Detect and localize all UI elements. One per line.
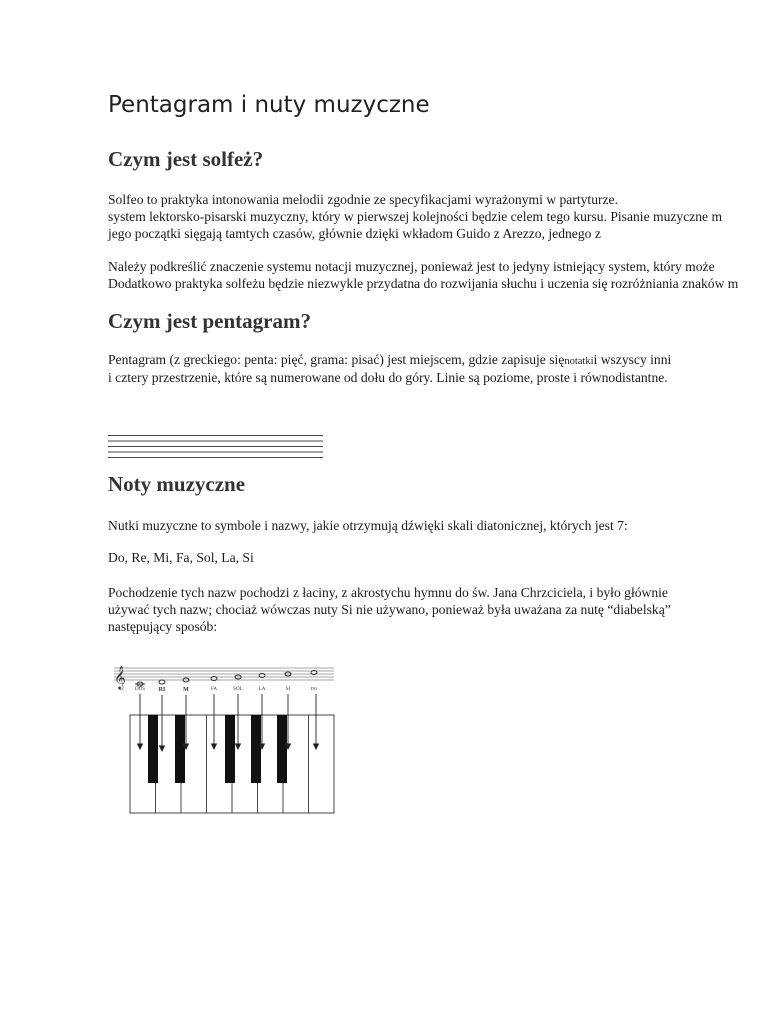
black-key <box>225 715 235 783</box>
note-labels <box>135 686 318 693</box>
note-label: SI <box>285 687 291 692</box>
paragraph-line: Solfeo to praktyka intonowania melodii zgodnie ze specyfikacjami wyrażonymi w partyturze. <box>108 192 618 207</box>
note-label: M <box>183 687 189 693</box>
black-key <box>277 715 287 783</box>
staff-lines-image <box>108 434 324 460</box>
note-label: FA <box>210 687 218 692</box>
paragraph-line: i cztery przestrzenie, które są numerowane od dołu do góry. Linie są poziome, proste i równodistantne. <box>108 370 668 385</box>
black-key <box>251 715 261 783</box>
note-label: SOL <box>233 687 243 692</box>
heading-nuty: Noty muzyczne <box>108 472 246 496</box>
note-label: RI <box>158 687 166 693</box>
black-key <box>148 715 158 783</box>
white-key <box>309 715 335 813</box>
notes-list: Do, Re, Mi, Fa, Sol, La, Si <box>108 550 254 565</box>
paragraph-line: Dodatkowo praktyka solfeżu będzie niezwykle przydatna do rozwijania słuchu i uczenia się rozróżniania znaków m <box>108 276 739 291</box>
text-span: i wszyscy inni <box>593 352 672 367</box>
page-title: Pentagram i nuty muzyczne <box>108 92 430 118</box>
staff-notes <box>135 671 317 687</box>
heading-solfez: Czym jest solfeż? <box>108 147 264 171</box>
paragraph-line: jego początki sięgają tamtych czasów, głównie dzięki wkładom Guido z Arezzo, jednego z <box>108 226 601 241</box>
note-label: DO <box>310 686 318 691</box>
treble-clef-icon: 𝄞 <box>114 665 126 689</box>
paragraph-line: Nutki muzyczne to symbole i nazwy, jakie otrzymują dźwięki skali diatonicznej, których jest 7: <box>108 518 628 533</box>
paragraph-line <box>108 351 671 370</box>
text-span-small: notatki <box>564 356 594 367</box>
piano-keyboard-figure <box>108 660 340 816</box>
paragraph-line: używać tych nazw; chociaż wówczas nuty Si nie używano, ponieważ była uważana za nutę “diabelską” <box>108 602 671 617</box>
note-label: LA <box>258 687 266 692</box>
black-key <box>175 715 185 783</box>
note-label: DOS <box>134 687 146 692</box>
paragraph-line: Należy podkreślić znaczenie systemu notacji muzycznej, ponieważ jest to jedyny istniejący system, który może <box>108 259 715 274</box>
mini-staff <box>114 668 334 680</box>
paragraph-line: następujący sposób: <box>108 619 218 634</box>
text-span: Pentagram (z greckiego: penta: pięć, grama: pisać) jest miejscem, gdzie zapisuje się <box>108 352 565 367</box>
heading-pentagram: Czym jest pentagram? <box>108 309 311 333</box>
paragraph-line: Pochodzenie tych nazw pochodzi z łaciny, z akrostychu hymnu do św. Jana Chrzciciela, i było głównie <box>108 585 668 600</box>
paragraph-line: system lektorsko-pisarski muzyczny, który w pierwszej kolejności będzie celem tego kursu. Pisanie muzyczne m <box>108 209 723 224</box>
